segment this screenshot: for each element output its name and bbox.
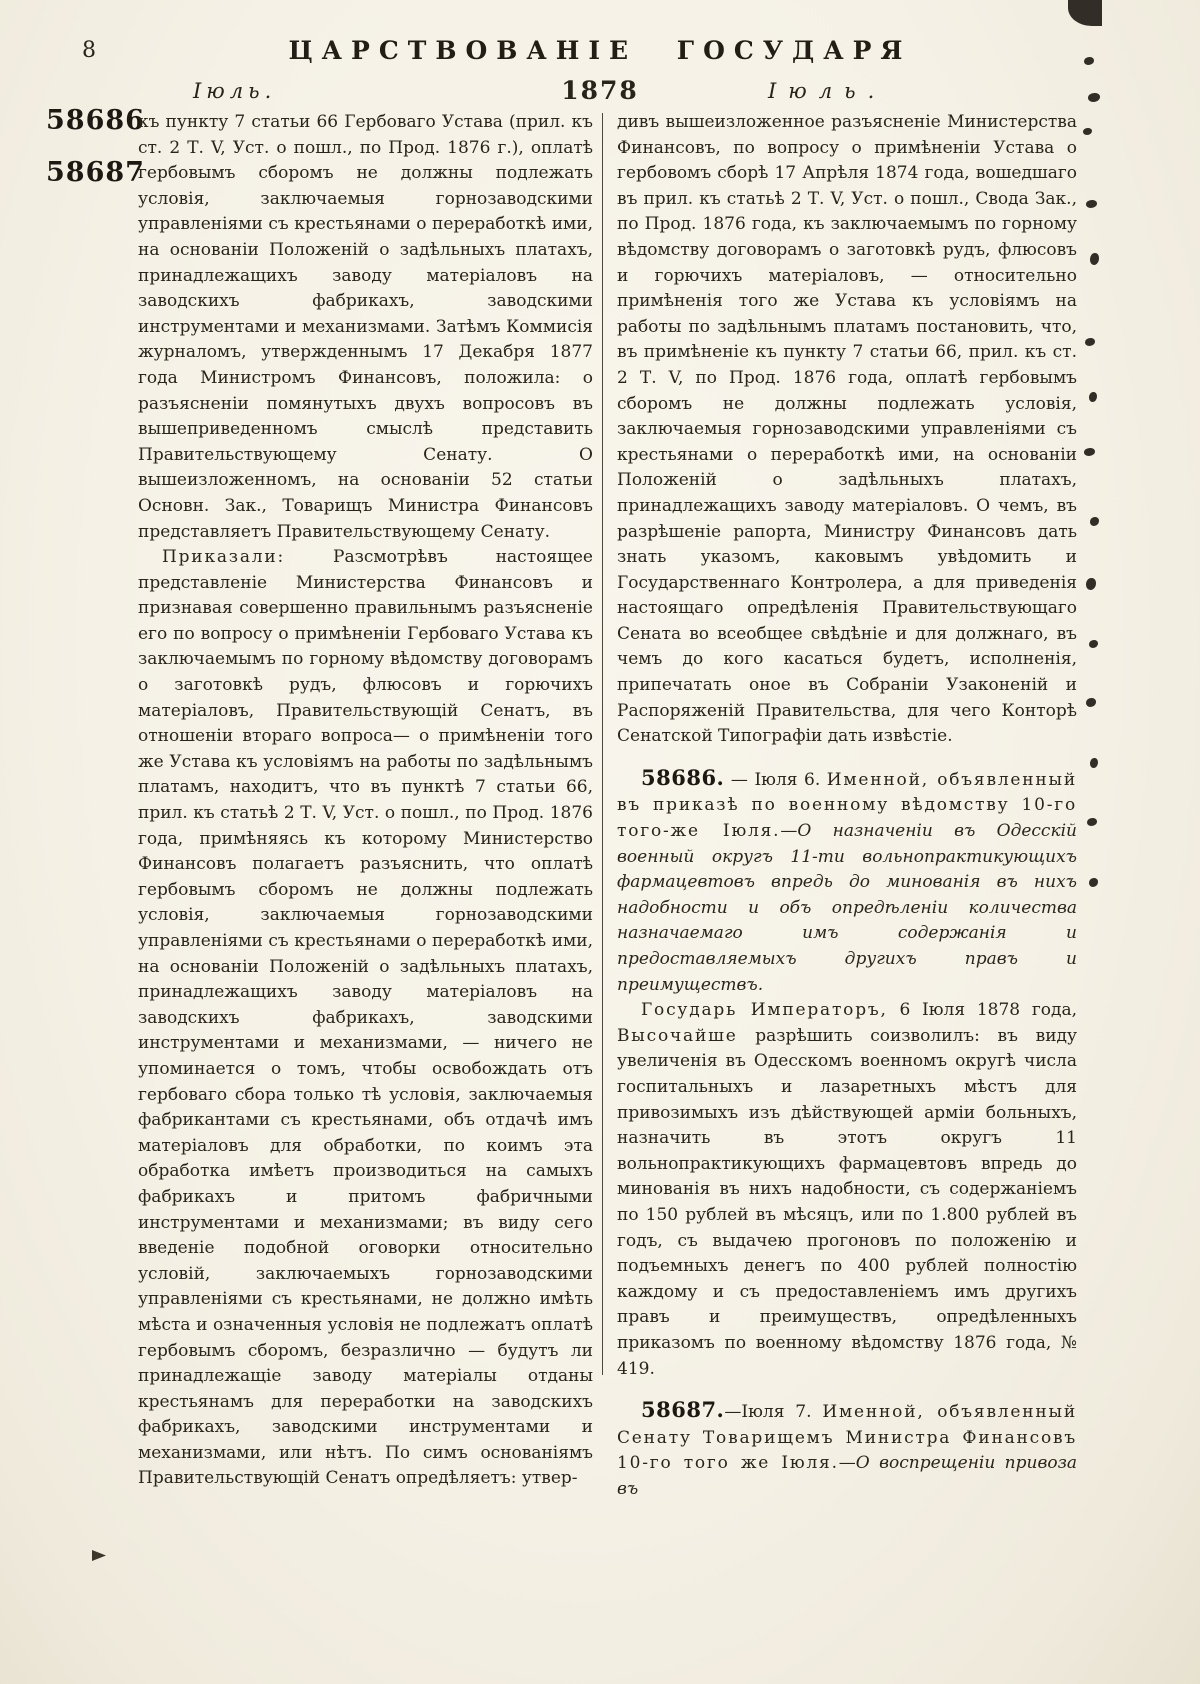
scan-artifact — [1086, 698, 1096, 707]
running-head-year: 1878 — [561, 76, 639, 105]
body-text: 6 Іюля 1878 года, — [887, 1000, 1078, 1021]
scan-artifact-arrow — [92, 1550, 106, 1561]
dash: — — [780, 821, 798, 842]
paragraph-gosudar — [617, 998, 1077, 1382]
entry-title-italic: О воспрещеніи привоза въ — [617, 1453, 1077, 1499]
law-entry-58687 — [617, 1397, 1077, 1502]
paragraph-prikazali — [138, 545, 593, 1492]
spaced-emphasis-text: Высочайше — [617, 1025, 738, 1046]
scan-artifact — [1084, 448, 1095, 456]
scan-artifact — [1085, 338, 1095, 346]
margin-law-number-58687: 58687 — [46, 157, 145, 188]
margin-law-number-58686: 58686 — [46, 105, 145, 136]
body-text: къ пункту 7 статьи 66 Гербоваго Устава (прил. къ ст. 2 Т. V, Уст. о пошл., по Прод. 1876 г.), оплатѣ гербовымъ сборомъ не должны подлежать условія, заключаемыя горнозаводскими управленіями съ крестьянами о переработкѣ ими, на основаніи Положеній о задѣльныхъ платахъ, принадлежащихъ заводу матеріаловъ на заводскихъ фабрикахъ, заводскими инструментами и механизмами. Затѣмъ Коммисія журналомъ, утвержденнымъ 17 Декабря 1877 года Министромъ Финансовъ, положила: о разъясненіи помянутыхъ двухъ вопросовъ въ вышеприведенномъ смыслѣ представить Правительствующему Сенату. О вышеизложенномъ, на основаніи 52 статьи Основн. Зак., Товарищъ Министра Финансовъ представляетъ Правительствующему Сенату. — [138, 112, 593, 542]
law-entry-number: 58687. — [641, 1397, 725, 1423]
entry-date-text: — Іюля 6. — [724, 769, 827, 790]
scan-artifact — [1083, 128, 1092, 135]
column-divider-rule — [602, 113, 603, 1375]
entry-kind-text: Именной, объявленный въ приказѣ по военному вѣдомству 10-го того-же Іюля. — [617, 769, 1077, 842]
running-head-month-left: Іюль. — [193, 79, 277, 103]
body-text: разрѣшить соизволилъ: въ виду увеличенія въ Одесскомъ военномъ округѣ числа госпитальныхъ и лазаретныхъ мѣстъ для привозимыхъ изъ дѣйствующей арміи больныхъ, назначить въ этотъ округъ 11 вольнопрактикующихъ фармацевтовъ впредь до минованія въ нихъ надобности, съ содержаніемъ по 150 рублей въ мѣсяцъ, или по 1.800 рублей въ годъ, съ выдачею прогоновъ по положенію и подъемныхъ денегъ по 400 рублей полностію каждому и съ предоставленіемъ имъ другихъ правъ и преимуществъ, опредѣленныхъ приказомъ по военному вѣдомству 1876 года, № 419. — [617, 1025, 1077, 1379]
law-entry-number: 58686. — [641, 764, 725, 790]
scan-artifact — [1086, 578, 1096, 590]
scan-artifact — [1090, 758, 1098, 768]
entry-title-italic: О назначеніи въ Одесскій военный округъ 11-ти вольнопрактикующихъ фармацевтовъ впредь до минованія въ нихъ надобности и объ опредѣленіи количества назначаемаго имъ содержанія и предоставляемыхъ другихъ правъ и преимуществъ. — [617, 821, 1077, 995]
spaced-lead-text: Государь Императоръ, — [641, 1000, 888, 1021]
scan-artifact — [1086, 200, 1097, 208]
paragraph-continuation — [138, 110, 593, 545]
page-number: 8 — [82, 38, 96, 63]
page-title: ЦАРСТВОВАНІЕ ГОСУДАРЯ — [288, 36, 912, 65]
running-head-month-right: Іюль. — [768, 79, 887, 103]
entry-date-text: —Іюля 7. — [724, 1402, 823, 1423]
left-column — [138, 110, 593, 1492]
scan-artifact — [1087, 818, 1097, 826]
entry-kind-text: Именной, объявленный Сенату Товарищемъ Министра Финансовъ 10-го того же Іюля. — [617, 1402, 1077, 1474]
body-text: Разсмотрѣвъ настоящее представленіе Министерства Финансовъ и признавая совершенно правильнымъ разъясненіе его по вопросу о примѣненіи Гербоваго Устава къ заключаемымъ по горному вѣдомству договорамъ о заготовкѣ рудъ, флюсовъ и горючихъ матеріаловъ, Правительствующій Сенатъ, въ отношеніи втораго вопроса— о примѣненіи того же Устава къ условіямъ на работы по задѣльнымъ платамъ, находитъ, что въ пунктѣ 7 статьи 66, прил. къ статьѣ 2 Т. V, Уст. о пошл., по Прод. 1876 года, примѣняясь къ которому Министерство Финансовъ полагаетъ разъяснить, что оплатѣ гербовымъ сборомъ не должны подлежать условія, заключаемыя горнозаводскими управленіями съ крестьянами о переработкѣ ими, на основаніи Положеній о задѣльныхъ платахъ, принадлежащихъ заводу матеріаловъ на заводскихъ фабрикахъ, заводскими инструментами и механизмами, — ничего не упоминается о томъ, чтобы освобождать отъ гербоваго сбора только тѣ условія, заключаемыя фабрикантами съ крестьянами, объ отдачѣ имъ матеріаловъ для обработки, по коимъ эта обработка имѣетъ производиться на самыхъ фабрикахъ и притомъ фабричными инструментами и механизмами; въ виду сего введеніе подобной оговорки относительно условій, заключаемыхъ горнозаводскими управленіями съ крестьянами, не должно имѣть мѣста и означенныя условія не подлежатъ оплатѣ гербовымъ сборомъ, безразлично — будутъ ли принадлежащіе заводу матеріалы отданы крестьянамъ для переработки на заводскихъ фабрикахъ, заводскими инструментами и механизмами, или нѣтъ. По симъ основаніямъ Правительствующій Сенатъ опредѣляетъ: утвер- — [138, 547, 593, 1489]
scan-artifact — [1089, 640, 1098, 648]
right-column — [617, 110, 1077, 1502]
scan-artifact — [1068, 0, 1102, 26]
scan-artifact — [1089, 392, 1097, 402]
scan-artifact — [1089, 878, 1098, 887]
spaced-lead-text: Приказали: — [162, 547, 286, 568]
body-text: дивъ вышеизложенное разъясненіе Министерства Финансовъ, по вопросу о примѣненіи Устава о гербовомъ сборѣ 17 Апрѣля 1874 года, вошедшаго въ прил. къ статьѣ 2 Т. V, Уст. о пошл., Свода Зак., по Прод. 1876 года, къ заключаемымъ по горному вѣдомству договорамъ о заготовкѣ рудъ, флюсовъ и горючихъ матеріаловъ, — относительно примѣненія того же Устава къ условіямъ на работы по задѣльнымъ платамъ постановить, что, въ примѣненіе къ пункту 7 статьи 66, прил. къ ст. 2 Т. V, по Прод. 1876 года, оплатѣ гербовымъ сборомъ не должны подлежать условія, заключаемыя горнозаводскими управленіями съ крестьянами о переработкѣ ими, на основаніи Положеній о задѣльныхъ платахъ, принадлежащихъ заводу матеріаловъ. О чемъ, въ разрѣшеніе рапорта, Министру Финансовъ дать знать указомъ, каковымъ увѣдомить и Государственнаго Контролера, а для приведенія настоящаго опредѣленія Правительствующаго Сената во всеобщее свѣдѣніе и для должнаго, въ чемъ до кого касаться будетъ, исполненія, припечатать оное въ Собраніи Узаконеній и Распоряженій Правительства, для чего Конторѣ Сенатской Типографіи дать извѣстіе. — [617, 112, 1077, 747]
scan-artifact — [1090, 517, 1099, 526]
paragraph-continuation — [617, 110, 1077, 750]
dash: — — [838, 1453, 856, 1474]
law-entry-58686 — [617, 765, 1077, 998]
scan-artifact — [1090, 253, 1099, 265]
